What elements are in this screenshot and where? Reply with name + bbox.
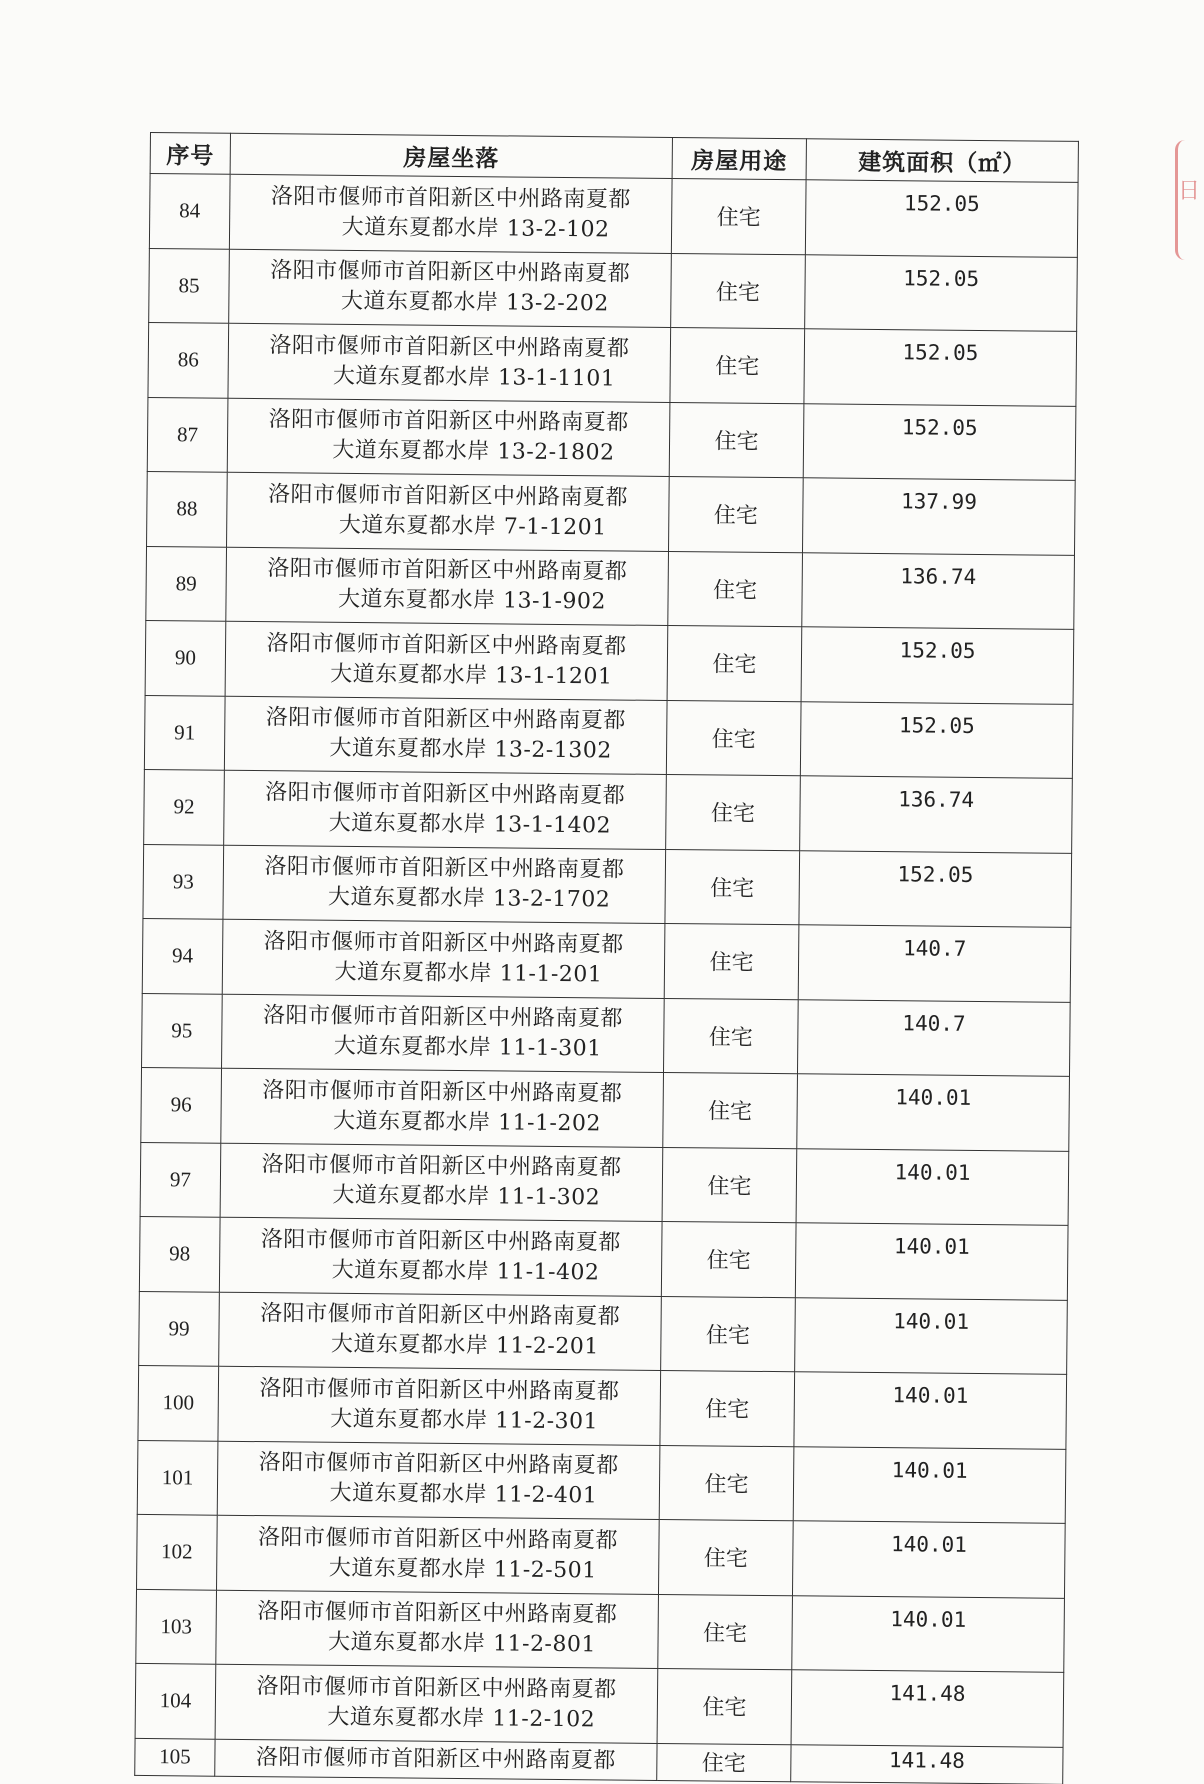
cell-usage: 住宅 [663, 1072, 798, 1148]
location-line-2: 大道东夏都水岸 11-1-202 [332, 1108, 602, 1137]
cell-seq: 97 [140, 1142, 221, 1217]
cell-area: 152.05 [800, 701, 1073, 778]
table-row [147, 397, 1076, 480]
location-line-2: 大道东夏都水岸 13-1-902 [337, 587, 607, 615]
cell-usage: 住宅 [657, 1743, 791, 1781]
cell-seq: 100 [138, 1365, 219, 1440]
location-line-1: 洛阳市偃师市首阳新区中州路南夏都 [265, 705, 626, 734]
cell-usage: 住宅 [669, 476, 804, 552]
cell-area: 140.01 [792, 1521, 1065, 1598]
table-row [141, 1067, 1070, 1150]
location-line-2: 大道东夏都水岸 11-2-401 [329, 1481, 598, 1509]
location-line-2: 大道东夏都水岸 11-2-301 [330, 1406, 599, 1435]
cell-location [218, 1366, 661, 1445]
location-line-2: 大道东夏都水岸 13-1-1402 [328, 810, 612, 839]
location-line-1: 洛阳市偃师市首阳新区中州路南夏都 [257, 1599, 618, 1628]
cell-area: 140.01 [793, 1446, 1066, 1523]
table-row [142, 993, 1071, 1076]
table-row [143, 844, 1072, 927]
cell-location [215, 1664, 658, 1743]
cell-location [228, 323, 671, 402]
cell-area: 141.48 [791, 1670, 1064, 1747]
cell-location [220, 1143, 663, 1222]
cell-area: 136.74 [802, 552, 1075, 629]
cell-location [222, 994, 665, 1073]
cell-area: 141.48 [791, 1744, 1063, 1784]
cell-area: 140.01 [796, 1148, 1069, 1225]
location-line-2: 大道东夏都水岸 13-2-1802 [332, 438, 615, 466]
cell-seq: 105 [135, 1738, 215, 1776]
cell-location [219, 1217, 662, 1296]
cell-seq: 84 [149, 174, 230, 249]
cell-area: 140.01 [794, 1372, 1067, 1449]
cell-usage: 住宅 [666, 700, 801, 776]
cell-location [226, 547, 669, 626]
cell-seq: 92 [144, 769, 225, 844]
cell-seq: 90 [145, 620, 226, 695]
cell-area: 140.01 [797, 1074, 1070, 1151]
cell-area: 136.74 [800, 776, 1073, 853]
cell-seq: 91 [144, 695, 225, 770]
cell-location [229, 249, 672, 328]
location-line-1: 洛阳市偃师市首阳新区中州路南夏都 [262, 1003, 624, 1032]
cell-area: 152.05 [805, 180, 1078, 257]
cell-seq: 104 [135, 1663, 216, 1738]
location-line-2: 大道东夏都水岸 13-2-1302 [329, 736, 612, 764]
cell-location [215, 1739, 657, 1780]
cell-usage: 住宅 [666, 774, 801, 850]
cell-usage: 住宅 [670, 328, 805, 404]
cell-usage: 住宅 [671, 253, 806, 329]
cell-area: 152.05 [801, 627, 1074, 704]
location-line-1: 洛阳市偃师市首阳新区中州路南夏都 [259, 1375, 620, 1405]
location-line-2: 大道东夏都水岸 11-2-801 [327, 1630, 597, 1658]
cell-location [229, 174, 672, 253]
location-line-1: 洛阳市偃师市首阳新区中州路南夏都 [270, 258, 631, 287]
cell-usage: 住宅 [658, 1519, 793, 1595]
table-row [137, 1440, 1066, 1523]
cell-area: 152.05 [805, 254, 1078, 331]
cell-seq: 88 [147, 471, 228, 546]
cell-area: 152.05 [799, 850, 1072, 927]
location-line-1: 洛阳市偃师市首阳新区中州路南夏都 [258, 1450, 619, 1479]
location-line-2: 大道东夏都水岸 13-2-202 [340, 289, 609, 317]
cell-usage: 住宅 [661, 1296, 796, 1372]
cell-usage: 住宅 [668, 551, 803, 627]
header-area: 建筑面积（㎡） [806, 139, 1078, 183]
property-table [134, 132, 1079, 1784]
location-line-1: 洛阳市偃师市首阳新区中州路南夏都 [261, 1152, 622, 1181]
table-row [142, 918, 1071, 1001]
cell-usage: 住宅 [667, 625, 802, 701]
cell-seq: 99 [139, 1291, 220, 1366]
table-row [148, 322, 1077, 405]
cell-seq: 95 [142, 993, 223, 1068]
cell-location [219, 1292, 662, 1371]
cell-area: 140.01 [795, 1223, 1068, 1300]
location-line-2: 大道东夏都水岸 11-1-301 [333, 1034, 602, 1062]
cell-area: 152.05 [804, 329, 1077, 406]
cell-usage: 住宅 [665, 849, 800, 925]
cell-seq: 85 [149, 248, 230, 323]
cell-seq: 103 [136, 1589, 217, 1664]
cell-usage: 住宅 [661, 1221, 796, 1297]
location-line-1: 洛阳市偃师市首阳新区中州路南夏都 [262, 1077, 623, 1107]
cell-seq: 98 [139, 1216, 220, 1291]
location-line-1: 洛阳市偃师市首阳新区中州路南夏都 [260, 1301, 621, 1330]
cell-usage: 住宅 [660, 1370, 795, 1446]
cell-seq: 94 [142, 918, 223, 993]
table-row [137, 1514, 1066, 1597]
table-row [149, 174, 1078, 257]
cell-usage: 住宅 [663, 998, 798, 1074]
cell-area: 140.7 [798, 925, 1071, 1002]
table-row [146, 546, 1075, 629]
location-line-2: 大道东夏都水岸 11-2-501 [328, 1555, 597, 1584]
location-line-2: 大道东夏都水岸 13-2-102 [341, 214, 610, 243]
cell-location [227, 398, 670, 477]
table-row [138, 1365, 1067, 1448]
location-line-1: 洛阳市偃师市首阳新区中州路南夏都 [269, 332, 630, 362]
location-line-1: 洛阳市偃师市首阳新区中州路南夏都 [265, 779, 626, 809]
cell-location [225, 621, 668, 700]
table-row [139, 1291, 1068, 1374]
cell-area: 140.01 [795, 1297, 1068, 1374]
cell-seq: 102 [137, 1514, 218, 1589]
table-row [139, 1216, 1068, 1299]
location-line-2: 大道东夏都水岸 11-2-102 [327, 1704, 596, 1733]
location-line-1: 洛阳市偃师市首阳新区中州路南夏都 [263, 928, 624, 958]
table-row [135, 1663, 1064, 1746]
location-line-1: 洛阳市偃师市首阳新区中州路南夏都 [268, 407, 629, 436]
cell-location [221, 1068, 664, 1147]
cell-location [227, 472, 670, 551]
cell-usage: 住宅 [669, 402, 804, 478]
cell-location [224, 696, 667, 775]
location-line-1: 洛阳市偃师市首阳新区中州路南夏都 [257, 1524, 619, 1554]
cell-location [224, 770, 667, 849]
cell-usage: 住宅 [658, 1594, 793, 1670]
location-line-2: 大道东夏都水岸 13-1-1201 [330, 661, 613, 690]
location-line-1: 洛阳市偃师市首阳新区中州路南夏都 [270, 183, 631, 213]
table-row [136, 1589, 1065, 1672]
cell-usage: 住宅 [671, 179, 806, 255]
table-row [149, 248, 1078, 331]
table-row [145, 620, 1074, 703]
cell-seq: 101 [137, 1440, 218, 1515]
table-row [144, 769, 1073, 852]
table-body [135, 174, 1078, 1784]
location-line-1: 洛阳市偃师市首阳新区中州路南夏都 [267, 556, 628, 585]
location-line-2: 大道东夏都水岸 13-2-1702 [327, 884, 611, 913]
cell-area: 140.7 [797, 999, 1070, 1076]
cell-usage: 住宅 [664, 923, 799, 999]
cell-area: 152.05 [803, 403, 1076, 480]
table-row [140, 1142, 1069, 1225]
location-line-2: 大道东夏都水岸 11-1-302 [332, 1183, 601, 1211]
header-location: 房屋坐落 [230, 133, 672, 178]
table-row [135, 1738, 1063, 1784]
cell-area: 137.99 [802, 478, 1075, 555]
cell-usage: 住宅 [662, 1147, 797, 1223]
cell-location [223, 845, 666, 924]
location-line-1: 洛阳市偃师市首阳新区中州路南夏都 [266, 630, 627, 660]
cell-location [217, 1441, 660, 1520]
location-line-2: 大道东夏都水岸 11-1-201 [334, 959, 603, 988]
header-seq: 序号 [150, 133, 230, 175]
property-table-wrapper [134, 132, 1078, 1784]
cell-seq: 93 [143, 844, 224, 919]
location-line-1: 洛阳市偃师市首阳新区中州路南夏都 [260, 1226, 621, 1256]
table-row [147, 471, 1076, 554]
location-line-1: 洛阳市偃师市首阳新区中州路南夏都 [264, 854, 625, 883]
cell-area: 140.01 [792, 1595, 1065, 1672]
cell-seq: 86 [148, 322, 229, 397]
cell-seq: 96 [141, 1067, 222, 1142]
cell-usage: 住宅 [659, 1445, 794, 1521]
header-usage: 房屋用途 [672, 138, 806, 180]
location-line-2: 大道东夏都水岸 13-1-1101 [332, 363, 616, 392]
cell-location [222, 919, 665, 998]
location-line-1: 洛阳市偃师市首阳新区中州路南夏都 [256, 1673, 617, 1703]
location-line-1: 洛阳市偃师市首阳新区中州路南夏都 [255, 1744, 617, 1774]
cell-location [217, 1515, 660, 1594]
location-line-2: 大道东夏都水岸 11-2-201 [330, 1332, 599, 1360]
location-line-2: 大道东夏都水岸 7-1-1201 [338, 512, 607, 541]
cell-location [216, 1590, 659, 1669]
table-row [144, 695, 1073, 778]
cell-seq: 87 [147, 397, 228, 472]
seal-mark-text: 日 [1178, 179, 1201, 204]
cell-usage: 住宅 [657, 1668, 792, 1744]
location-line-2: 大道东夏都水岸 11-1-402 [331, 1257, 600, 1286]
cell-seq: 89 [146, 546, 227, 621]
location-line-1: 洛阳市偃师市首阳新区中州路南夏都 [267, 481, 629, 511]
